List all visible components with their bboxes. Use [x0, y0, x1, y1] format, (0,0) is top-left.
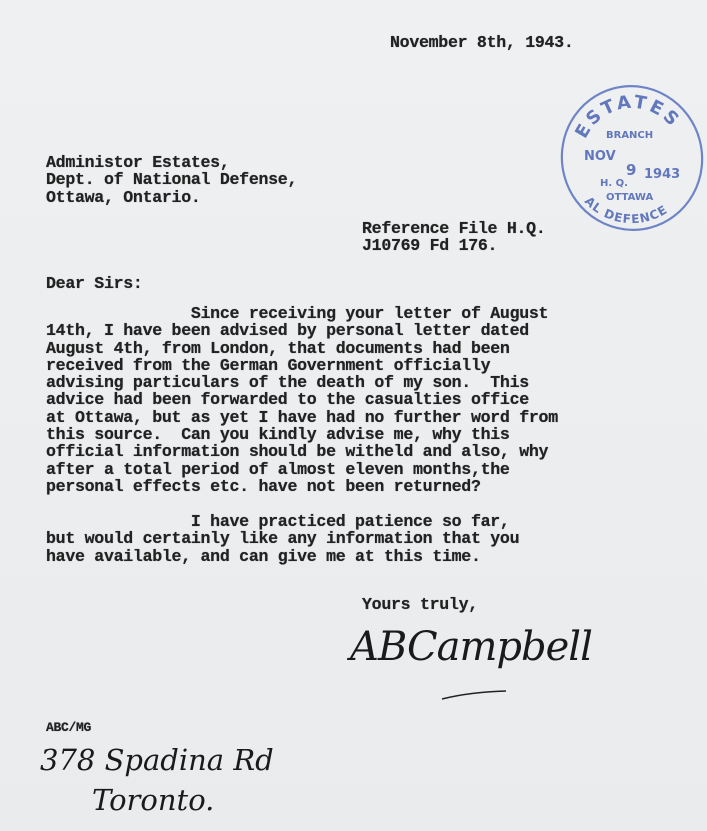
- body-line: August 4th, from London, that documents had been: [46, 338, 510, 358]
- stamp-bottom-text: AL DEFENCE: [581, 193, 671, 227]
- recipient-line: Administor Estates,: [46, 153, 230, 172]
- handwritten-street: 378 Spadina Rd: [40, 743, 274, 777]
- stamp-month: NOV: [584, 149, 616, 164]
- signature: ABCampbell: [350, 624, 592, 670]
- recipient-line: Ottawa, Ontario.: [46, 187, 201, 207]
- recipient-address: [46, 154, 297, 206]
- stamp-top-text: ESTATES: [571, 91, 685, 142]
- reference-line: Reference File H.Q.: [362, 219, 546, 238]
- body-paragraph-2: [46, 513, 519, 565]
- body-line: 14th, I have been advised by personal letter dated: [46, 321, 529, 341]
- body-line: advising particulars of the death of my son. This: [46, 373, 529, 393]
- body-line: I have practiced patience so far,: [46, 512, 510, 531]
- reference-line: J10769 Fd 176.: [362, 236, 498, 256]
- body-line: advice had been forwarded to the casualties office: [46, 390, 529, 410]
- body-line: official information should be witheld and also, why: [46, 442, 549, 462]
- recipient-line: Dept. of National Defense,: [46, 170, 298, 190]
- reference-block: [362, 220, 546, 255]
- stamp-city: OTTAWA: [606, 192, 654, 203]
- body-line: after a total period of almost eleven months,the: [46, 459, 510, 479]
- typist-initials: ABC/MG: [46, 720, 92, 735]
- body-line: but would certainly like any information that you: [46, 529, 520, 549]
- stamp-hq: H. Q.: [600, 178, 628, 189]
- body-line: Since receiving your letter of August: [46, 304, 549, 323]
- body-line: have available, and can give me at this time.: [46, 546, 481, 566]
- stamp-day: 9: [626, 161, 637, 179]
- body-paragraph-1: [46, 305, 558, 495]
- salutation: Dear Sirs:: [46, 274, 143, 293]
- signature-underline: [440, 688, 510, 702]
- body-line: this source. Can you kindly advise me, why this: [46, 425, 510, 445]
- body-line: personal effects etc. have not been returned?: [46, 476, 481, 496]
- closing: Yours truly,: [362, 595, 478, 614]
- body-line: at Ottawa, but as yet I have had no further word from: [46, 407, 558, 427]
- body-line: received from the German Government officially: [46, 355, 491, 375]
- letter-date: November 8th, 1943.: [390, 33, 574, 52]
- stamp-year: 1943: [644, 167, 681, 182]
- handwritten-city: Toronto.: [92, 783, 215, 817]
- stamp-branch: BRANCH: [606, 130, 654, 141]
- received-stamp: [556, 80, 706, 240]
